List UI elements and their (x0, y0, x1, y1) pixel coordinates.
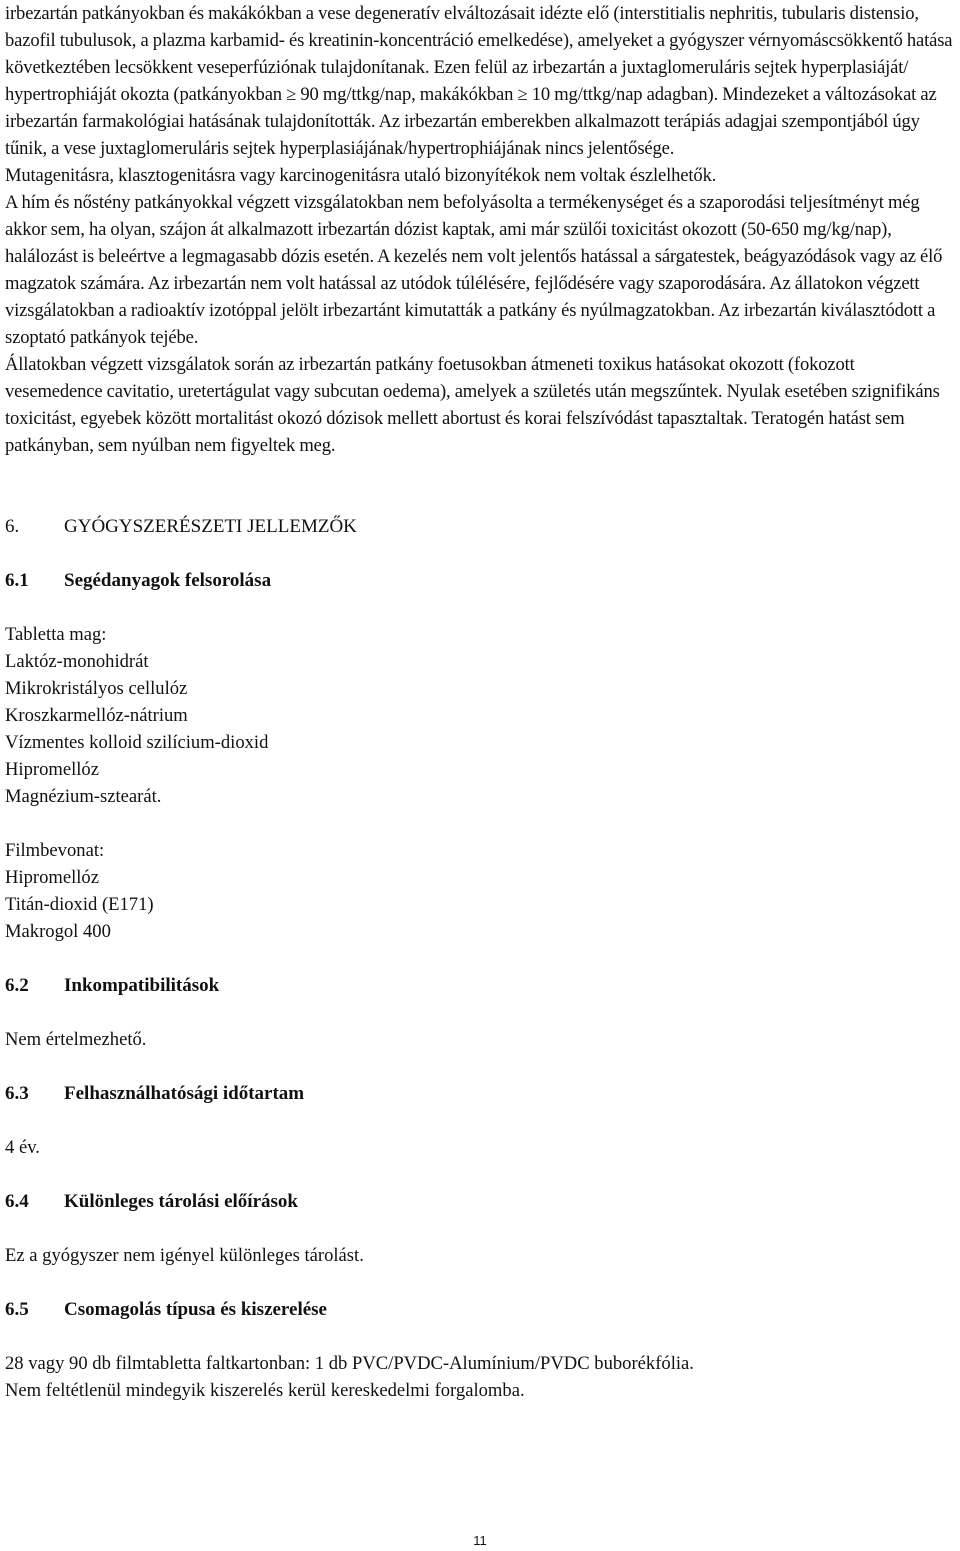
spacer (5, 1107, 955, 1134)
film-coating-heading: Filmbevonat: (5, 840, 105, 861)
section-6-2-number: 6.2 (5, 975, 29, 996)
intro-paragraph-foetal-toxicity: Állatokban végzett vizsgálatok során az irbezartán patkány foetusokban átmeneti toxikus hatásokat okozott (fokozott vesemedence cavitatio, uretertágulat vagy subcutan oedema), amelyek a születés után megszűntek. Nyulak esetében szignifikáns toxicitást, egyebek között mortalitást okozó dózisok mellett abortust és korai felszívódást tapasztaltak. Teratogén hatást sem patkányban, sem nyúlban nem figyeltek meg. (5, 354, 940, 456)
excipient-item: Laktóz-monohidrát (5, 651, 149, 672)
section-6-2-text: Nem értelmezhető. (5, 1029, 147, 1050)
document-page (5, 0, 955, 1404)
section-6-5-number: 6.5 (5, 1299, 29, 1320)
intro-paragraph-mutagenicity: Mutagenitásra, klasztogenitásra vagy karcinogenitásra utaló bizonyítékok nem voltak észlelhetők. (5, 165, 717, 186)
section-6-3-number: 6.3 (5, 1083, 29, 1104)
spacer (5, 1323, 955, 1350)
spacer (5, 945, 955, 972)
excipient-item: Makrogol 400 (5, 921, 111, 942)
section-6-number: 6. (5, 516, 20, 537)
spacer (5, 1269, 955, 1296)
section-6-1-heading (5, 567, 955, 594)
excipient-item: Kroszkarmellóz-nátrium (5, 705, 188, 726)
section-6-5-line-1: 28 vagy 90 db filmtabletta faltkartonban: 1 db PVC/PVDC-Alumínium/PVDC buborékfólia. (5, 1353, 694, 1374)
section-6-5-heading (5, 1296, 955, 1323)
section-6-4-heading (5, 1188, 955, 1215)
section-6-4-title: Különleges tárolási előírások (64, 1191, 298, 1212)
spacer (5, 459, 955, 513)
section-6-3-text: 4 év. (5, 1137, 40, 1158)
section-6-1-number: 6.1 (5, 570, 29, 591)
tablet-core-heading: Tabletta mag: (5, 624, 107, 645)
section-6-3-heading (5, 1080, 955, 1107)
section-6-2-heading (5, 972, 955, 999)
excipient-item: Mikrokristályos cellulóz (5, 678, 188, 699)
section-6-5-title: Csomagolás típusa és kiszerelése (64, 1299, 327, 1320)
excipient-item: Titán-dioxid (E171) (5, 894, 154, 915)
page-number: 11 (473, 1533, 487, 1548)
spacer (5, 540, 955, 567)
spacer (5, 1161, 955, 1188)
spacer (5, 1215, 955, 1242)
spacer (5, 1053, 955, 1080)
spacer (5, 810, 955, 837)
intro-paragraph-fertility: A hím és nőstény patkányokkal végzett vizsgálatokban nem befolyásolta a termékenységet és a szaporodási teljesítményt még akkor sem, ha olyan, szájon át alkalmazott irbezartán dózist kaptak, ami már szülői toxicitást okozott (50-650 mg/kg/nap), halálozást is beleértve a legmagasabb dózis esetén. A kezelés nem volt jelentős hatással a sárgatestek, beágyazódások vagy az élő magzatok számára. Az irbezartán nem volt hatással az utódok túlélésére, fejlődésére vagy szaporodására. Az állatokon végzett vizsgálatokban a radioaktív izotóppal jelölt irbezartánt kimutatták a patkány és nyúlmagzatokban. Az irbezartán kiválasztódott a szoptató patkányok tejébe. (5, 192, 943, 348)
excipient-item: Magnézium-sztearát. (5, 786, 162, 807)
excipient-item: Vízmentes kolloid szilícium-dioxid (5, 732, 269, 753)
excipient-item: Hipromellóz (5, 759, 99, 780)
section-6-2-title: Inkompatibilitások (64, 975, 220, 996)
spacer (5, 999, 955, 1026)
section-6-1-title: Segédanyagok felsorolása (64, 570, 272, 591)
spacer (5, 594, 955, 621)
section-6-title: GYÓGYSZERÉSZETI JELLEMZŐK (64, 516, 357, 537)
excipient-item: Hipromellóz (5, 867, 99, 888)
section-6-5-line-2: Nem feltétlenül mindegyik kiszerelés kerül kereskedelmi forgalomba. (5, 1380, 525, 1401)
section-6-4-text: Ez a gyógyszer nem igényel különleges tárolást. (5, 1245, 364, 1266)
intro-paragraph-renal: irbezartán patkányokban és makákókban a vese degeneratív elváltozásait idézte elő (interstitialis nephritis, tubularis distensio, bazofil tubulusok, a plazma karbamid- és kreatinin-koncentráció emelkedése), amelyeket a gyógyszer vérnyomáscsökkentő hatása következtében lecsökkent veseperfúziónak tulajdonítanak. Ezen felül az irbezartán a juxtaglomeruláris sejtek hyperplasiáját/ hypertrophiáját okozta (patkányokban ≥ 90 mg/ttkg/nap, makákókban ≥ 10 mg/ttkg/nap adagban). Mindezeket a változásokat az irbezartán farmakológiai hatásának tulajdonították. Az irbezartán emberekben alkalmazott terápiás adagjai szempontjából úgy tűnik, a vese juxtaglomeruláris sejtek hyperplasiájának/hypertrophiájának nincs jelentősége. (5, 3, 953, 159)
section-6-3-title: Felhasználhatósági időtartam (64, 1083, 305, 1104)
section-6-heading (5, 513, 955, 540)
section-6-4-number: 6.4 (5, 1191, 29, 1212)
